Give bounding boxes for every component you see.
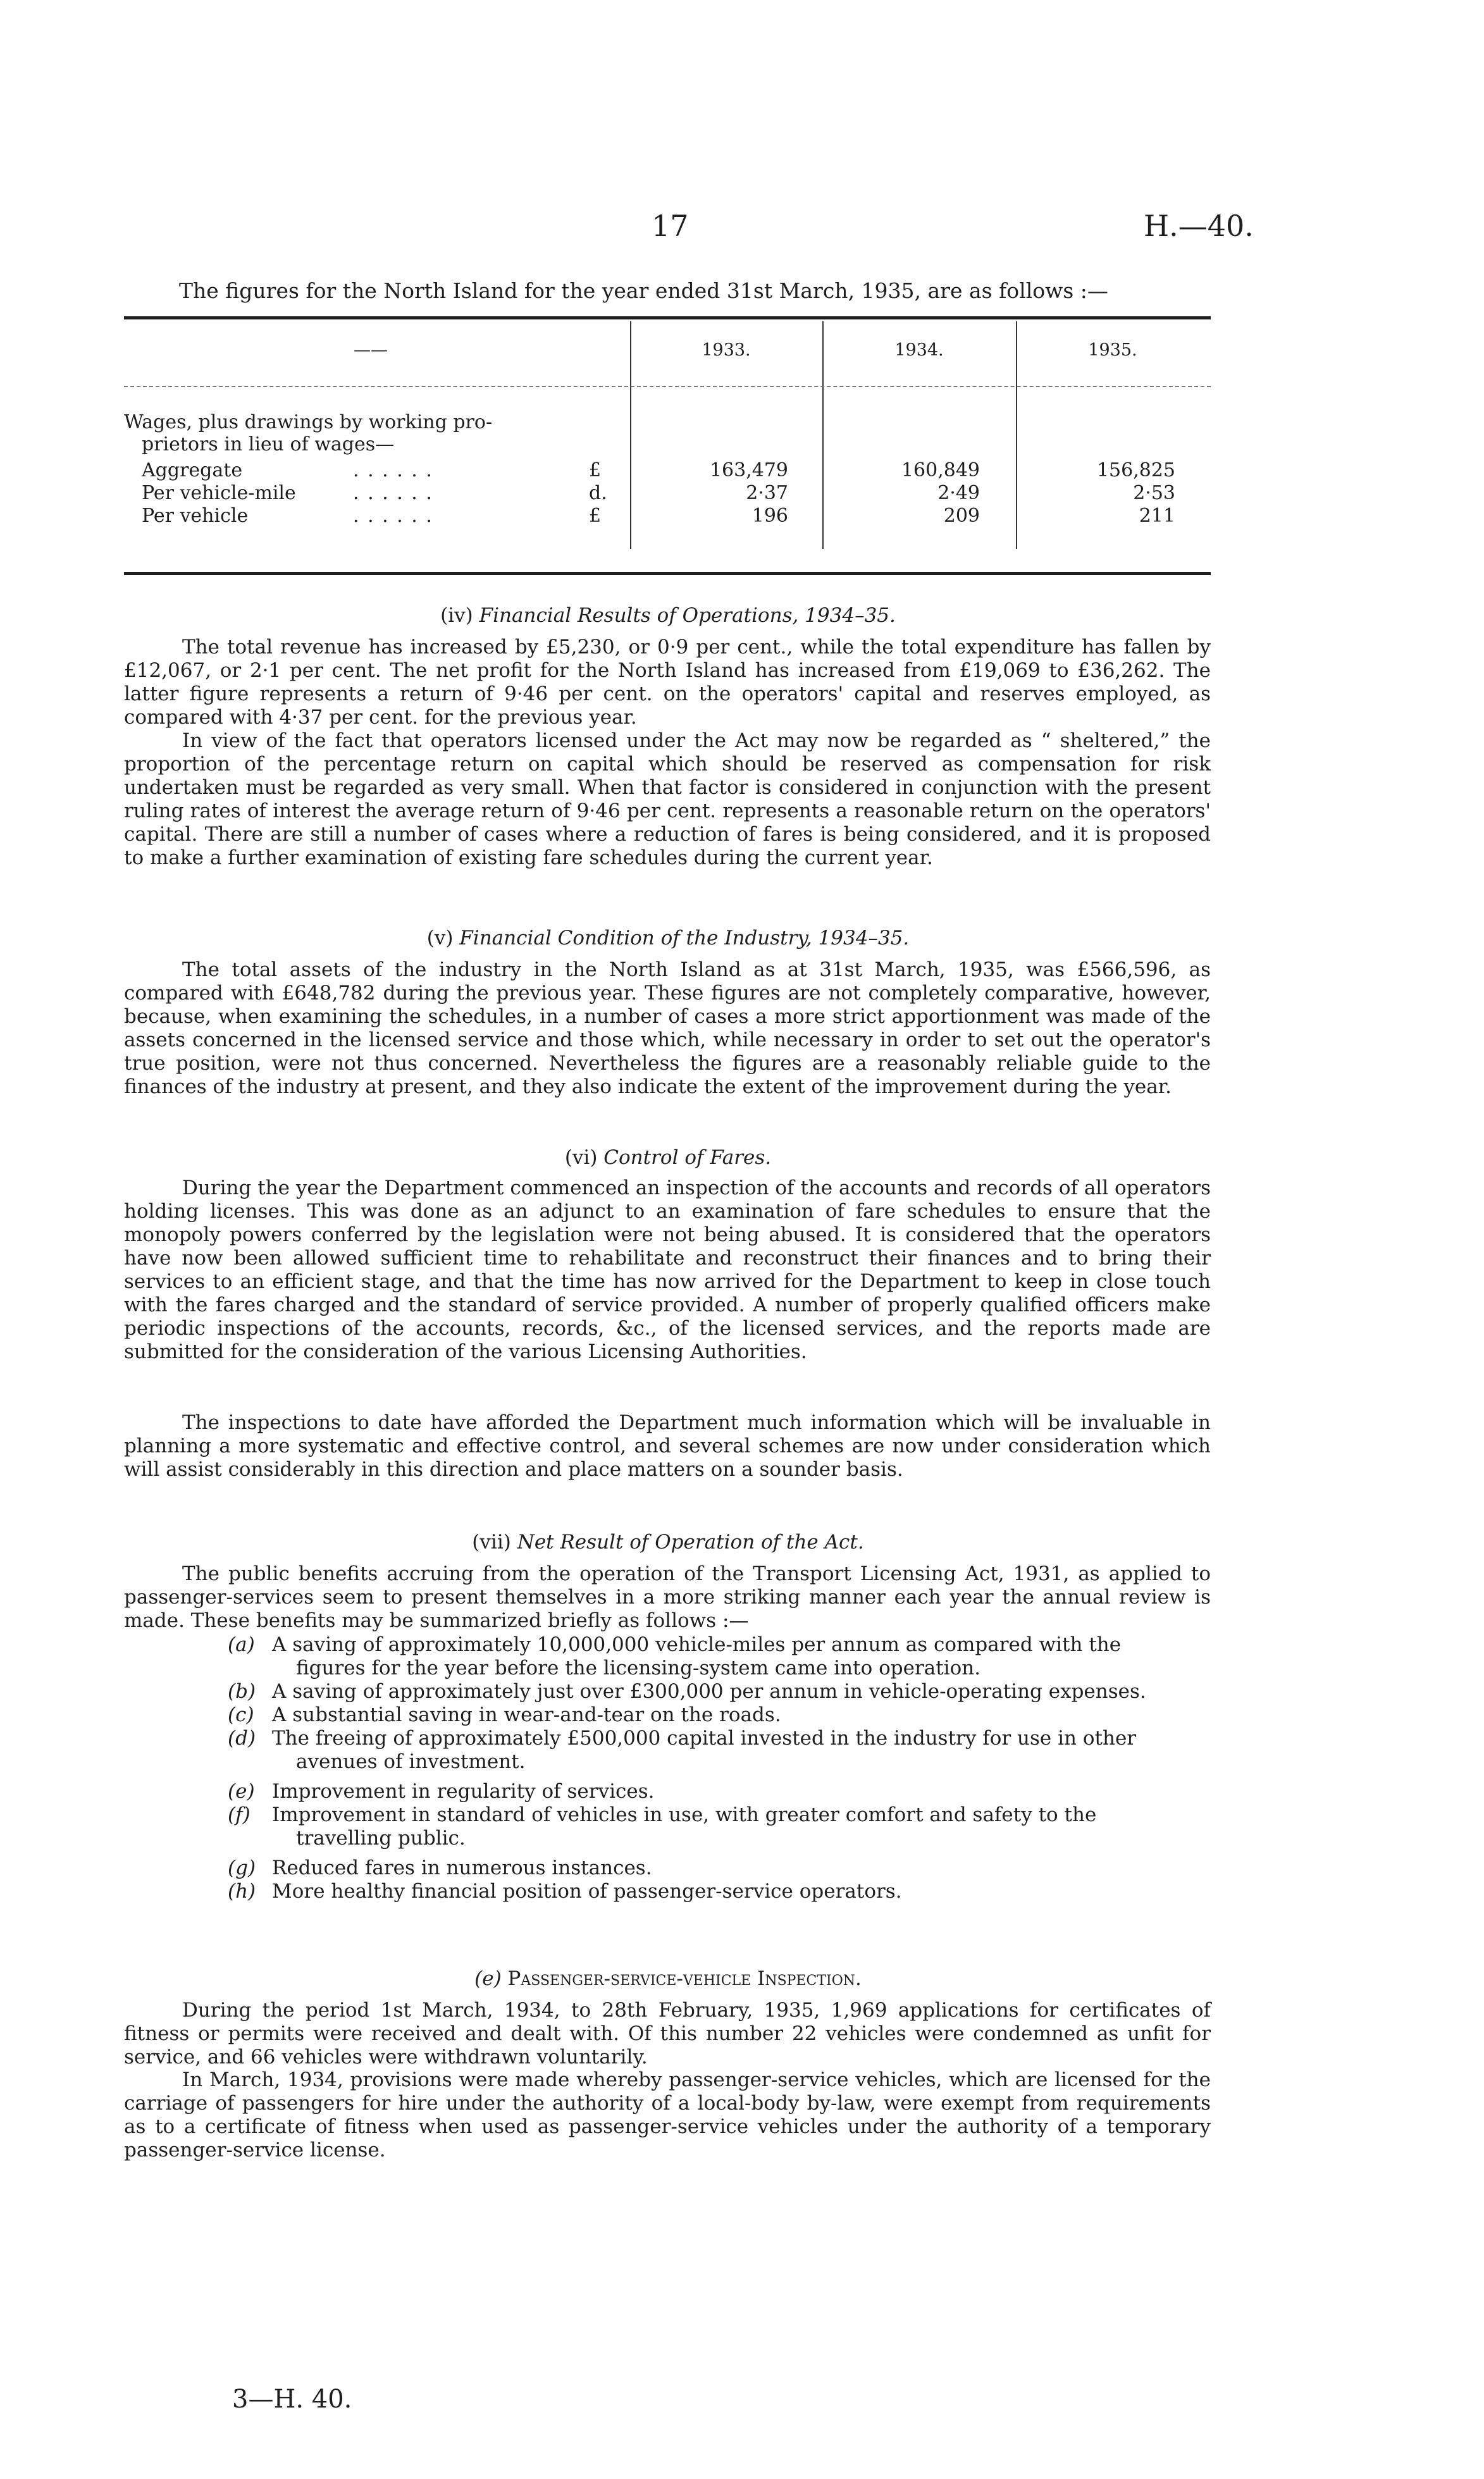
cell-1935: 156,825 xyxy=(1096,459,1175,481)
wages-table xyxy=(124,316,1211,595)
page-number: 17 xyxy=(652,209,689,243)
leader-dots: . . . . . . xyxy=(353,459,433,481)
section-heading-e: (e) Passenger-service-vehicle Inspection. xyxy=(474,1967,862,1990)
list-item: (f) Improvement in standard of vehicles in use, with greater comfort and safety to the travelling public. xyxy=(228,1803,1097,1850)
list-item: (b) A saving of approximately just over £300,000 per annum in vehicle-operating expenses. xyxy=(228,1680,1146,1703)
list-item: (a) A saving of approximately 10,000,000 vehicle-miles per annum as compared with the figures for the year before the licensing-system came into operation. xyxy=(228,1633,1122,1679)
row-unit: £ xyxy=(589,505,602,527)
column-header-1934: 1934. xyxy=(894,340,944,360)
row-label: Per vehicle xyxy=(142,505,249,527)
row-label: Per vehicle-mile xyxy=(142,482,296,504)
list-item: (h) More healthy financial position of passenger-service operators. xyxy=(228,1880,902,1903)
paragraph: In March, 1934, provisions were made whereby passenger-service vehicles, which are licensed for the carriage of passengers for hire under the authority of a local-body by-law, were exempt from requirements as to a certificate of fitness when used as passenger-service vehicles under the authority of a temporary passenger-service license. xyxy=(124,2068,1211,2161)
footer-signature: 3—H. 40. xyxy=(232,2385,352,2414)
paragraph: The public benefits accruing from the operation of the Transport Licensing Act, 1931, as applied to passenger-services seem to present themselves in a more striking manner each year the annual review is made. These benefits may be summarized briefly as follows :— xyxy=(124,1562,1211,1632)
group-label-line: Wages, plus drawings by working pro- xyxy=(124,411,493,433)
list-item: (g) Reduced fares in numerous instances. xyxy=(228,1857,652,1879)
row-label: Aggregate xyxy=(142,459,243,481)
cell-1933: 163,479 xyxy=(709,459,788,481)
section-heading-vii: (vii) Net Result of Operation of the Act. xyxy=(472,1531,864,1554)
leader-dots: . . . . . . xyxy=(353,482,433,504)
cell-1934: 160,849 xyxy=(901,459,980,481)
cell-1934: 209 xyxy=(943,505,980,527)
stub-header: —— xyxy=(354,340,388,360)
list-item: (d) The freeing of approximately £500,000 capital invested in the industry for use in other avenues of investment. xyxy=(228,1727,1137,1773)
table-top-rule xyxy=(124,316,1211,319)
paragraph: The inspections to date have afforded the Department much information which will be invaluable in planning a more systematic and effective control, and several schemes are now under consideration which will assist considerably in this direction and place matters on a sounder basis. xyxy=(124,1411,1211,1481)
cell-1933: 196 xyxy=(751,505,788,527)
row-unit: £ xyxy=(589,459,602,481)
column-header-1935: 1935. xyxy=(1088,340,1137,360)
header-separator xyxy=(124,386,1211,387)
document-reference: H.—40. xyxy=(1144,209,1254,243)
cell-1935: 2·53 xyxy=(1133,482,1175,504)
section-heading-vi: (vi) Control of Fares. xyxy=(564,1146,772,1169)
list-item: (c) A substantial saving in wear-and-tear on the roads. xyxy=(228,1703,781,1726)
section-heading-v: (v) Financial Condition of the Industry, 1934–35. xyxy=(426,927,910,949)
table-intro: The figures for the North Island for the year ended 31st March, 1935, are as follows :— xyxy=(179,278,1108,303)
leader-dots: . . . . . . xyxy=(353,505,433,527)
column-header-1933: 1933. xyxy=(702,340,751,360)
group-label-line: prietors in lieu of wages— xyxy=(142,433,395,455)
cell-1933: 2·37 xyxy=(746,482,788,504)
row-unit: d. xyxy=(589,482,607,504)
paragraph: The total assets of the industry in the North Island as at 31st March, 1935, was £566,596, as compared with £648,782 during the previous year. These figures are not completely comparative, however, because, when examining the schedules, in a number of cases a more strict apportionment was made of the assets concerned in the licensed service and those which, while necessary in order to set out the operator's true position, were not thus concerned. Nevertheless the figures are a reasonably reliable guide to the finances of the industry at present, and they also indicate the extent of the improvement during the year. xyxy=(124,958,1211,1098)
section-heading-iv: (iv) Financial Results of Operations, 1934–35. xyxy=(440,604,896,627)
table-bottom-rule xyxy=(124,572,1211,575)
cell-1934: 2·49 xyxy=(937,482,980,504)
paragraph: During the year the Department commenced an inspection of the accounts and records of all operators holding licenses. This was done as an adjunct to an examination of fare schedules to ensure that the monopoly powers conferred by the legislation were not being abused. It is considered that the operators have now been allowed sufficient time to rehabilitate and reconstruct their finances and to bring their services to an efficient stage, and that the time has now arrived for the Department to keep in close touch with the fares charged and the standard of service provided. A number of properly qualified officers make periodic inspections of the accounts, records, &c., of the licensed services, and the reports made are submitted for the consideration of the various Licensing Authorities. xyxy=(124,1177,1211,1363)
paragraph: In view of the fact that operators licensed under the Act may now be regarded as “ sheltered,” the proportion of the percentage return on capital which should be reserved as compensation for risk undertaken must be regarded as very small. When that factor is considered in conjunction with the present ruling rates of interest the average return of 9·46 per cent. represents a reasonable return on the operators' capital. There are still a number of cases where a reduction of fares is being considered, and it is proposed to make a further examination of existing fare schedules during the current year. xyxy=(124,729,1211,869)
paragraph: During the period 1st March, 1934, to 28th February, 1935, 1,969 applications for certificates of fitness or permits were received and dealt with. Of this number 22 vehicles were condemned as unfit for service, and 66 vehicles were withdrawn voluntarily. xyxy=(124,1999,1211,2068)
cell-1935: 211 xyxy=(1139,505,1175,527)
paragraph: The total revenue has increased by £5,230, or 0·9 per cent., while the total expenditure has fallen by £12,067, or 2·1 per cent. The net profit for the North Island has increased from £19,069 to £36,262. The latter figure represents a return of 9·46 per cent. on the operators' capital and reserves employed, as compared with 4·37 per cent. for the previous year. xyxy=(124,636,1211,729)
list-item: (e) Improvement in regularity of services. xyxy=(228,1780,655,1803)
